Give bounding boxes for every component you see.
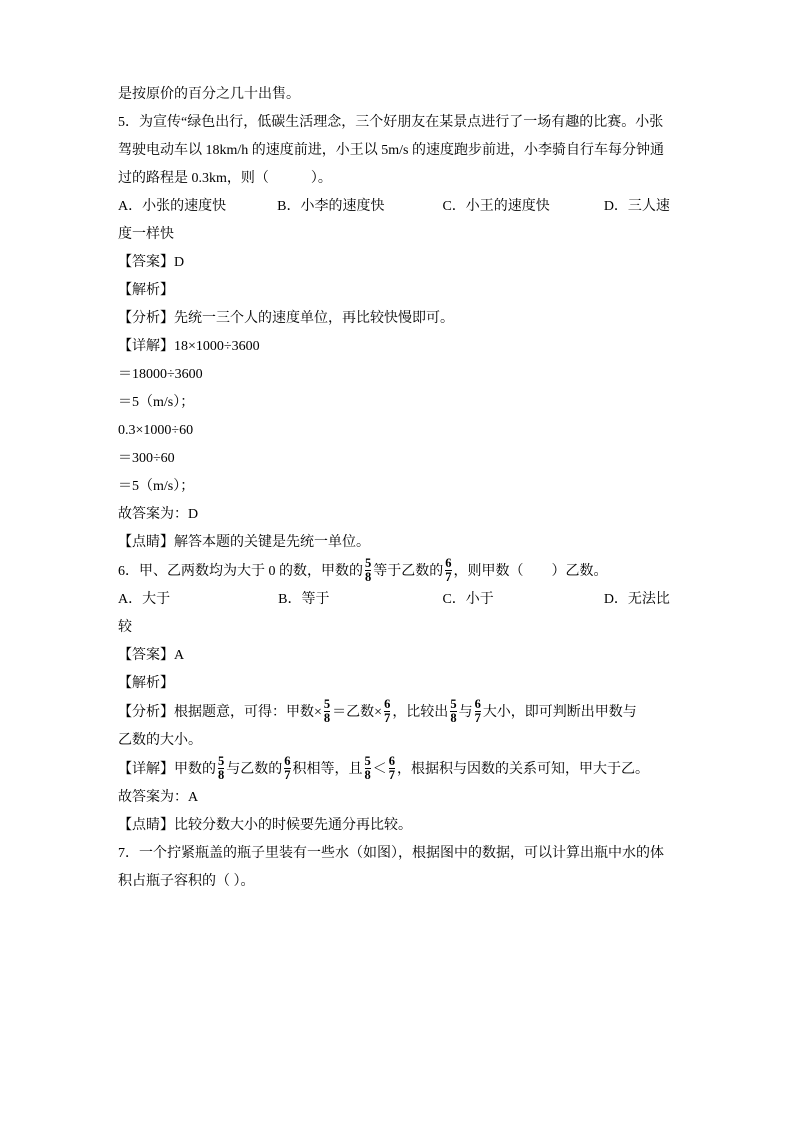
fraction xyxy=(363,557,373,584)
q6-analysis-line-1: 【分析】根据题意，可得：甲数× $\frac{5}{8}$ ＝乙数× $\frac{6}{7}$ ，比较出 $\frac{5}{8}$ 与 $\frac{6}{7}$ 大小，即可判断出甲数与 xyxy=(118,697,637,726)
fraction xyxy=(216,755,226,782)
fraction xyxy=(322,698,332,725)
q7-stem-line-2: 积占瓶子容积的（ ）。 xyxy=(118,874,255,890)
q5-conclusion-line: 故答案为：D xyxy=(118,507,199,522)
q6-note-line: 【点睛】比较分数大小的时候要先通分再比较。 xyxy=(118,818,412,834)
q5-analysis-line: 【分析】先统一三个人的速度单位，再比较快慢即可。 xyxy=(118,311,454,326)
fraction-denominator: 8 xyxy=(364,768,371,783)
fraction-numerator: 5 xyxy=(450,697,457,712)
q5-stem-line-1: 5．为宣传“绿色出行，低碳生活理念，三个好朋友在某景点进行了一场有趣的比赛。小张 xyxy=(118,115,664,130)
q6-option-b: B．等于 xyxy=(278,592,330,608)
fraction xyxy=(387,755,397,782)
q5-options xyxy=(118,193,678,249)
document-content xyxy=(118,81,678,896)
q5-option-a: A．小张的速度快 xyxy=(118,199,227,214)
fraction-denominator: 8 xyxy=(450,711,457,726)
q6-options xyxy=(118,586,678,642)
fraction-denominator: 7 xyxy=(474,711,481,726)
fraction xyxy=(473,698,483,725)
q5-option-b: B．小李的速度快 xyxy=(277,199,385,214)
fraction xyxy=(363,755,373,782)
q5-step-line-2: ＝18000÷3600 xyxy=(118,367,203,382)
fraction-denominator: 8 xyxy=(365,570,372,585)
fraction-denominator: 7 xyxy=(445,570,452,585)
fraction-numerator: 6 xyxy=(384,697,391,712)
fraction-numerator: 6 xyxy=(388,754,395,769)
q5-note-line: 【点睛】解答本题的关键是先统一单位。 xyxy=(118,535,370,550)
fraction xyxy=(448,698,458,725)
q5-stem-line-2: 驾驶电动车以 18km/h 的速度前进，小王以 5m/s 的速度跑步前进，小李骑自行车每分钟通 xyxy=(118,143,665,158)
fraction-numerator: 5 xyxy=(365,556,372,570)
fraction-denominator: 8 xyxy=(323,711,331,726)
intro-line: 是按原价的百分之几十出售。 xyxy=(118,87,300,102)
fraction-denominator: 7 xyxy=(284,768,291,783)
q7-stem-line-1: 7．一个拧紧瓶盖的瓶子里装有一些水（如图），根据图中的数据，可以计算出瓶中水的体 xyxy=(118,846,664,862)
q6-option-a: A．大于 xyxy=(118,592,171,608)
fraction-denominator: 7 xyxy=(388,768,395,783)
q6-analysis-header: 【解析】 xyxy=(118,676,174,692)
fraction-numerator: 5 xyxy=(364,754,371,769)
q5-step-line-5: ＝300÷60 xyxy=(118,451,175,466)
q5-analysis-header: 【解析】 xyxy=(118,283,174,298)
q5-step-line-1: 【详解】18×1000÷3600 xyxy=(118,339,260,354)
fraction-numerator: 5 xyxy=(218,754,225,769)
q6-analysis-line-2: 乙数的大小。 xyxy=(118,733,202,749)
fraction-numerator: 6 xyxy=(474,697,481,712)
q5-stem-line-3: 过的路程是 0.3km，则（ ）。 xyxy=(118,171,332,186)
q6-stem-line: 6．甲、乙两数均为大于 0 的数，甲数的 $\frac{5}{8}$ 等于乙数的 $\frac{6}{7}$ ，则甲数（ ）乙数。 xyxy=(118,556,608,585)
fraction-numerator: 5 xyxy=(323,697,331,712)
fraction-denominator: 8 xyxy=(218,768,225,783)
q5-step-line-6: ＝5（m/s）； xyxy=(118,479,195,494)
q6-answer-line: 【答案】A xyxy=(118,648,185,664)
q5-step-line-3: ＝5（m/s）； xyxy=(118,395,195,410)
fraction xyxy=(382,698,392,725)
fraction-denominator: 7 xyxy=(384,711,391,726)
q5-option-d: D．三人速度一样快 xyxy=(118,199,670,242)
q6-detail-line: 【详解】甲数的 $\frac{5}{8}$ 与乙数的 $\frac{6}{7}$ 积相等，且 $\frac{5}{8}$ ＜ $\frac{6}{7}$ ，根据积与因数的关系可知，甲大于乙。 xyxy=(118,754,649,783)
q5-answer-line: 【答案】D xyxy=(118,255,185,270)
fraction xyxy=(282,755,292,782)
q6-option-c: C．小于 xyxy=(442,592,494,608)
fraction xyxy=(443,557,453,584)
q5-option-c: C．小王的速度快 xyxy=(442,199,550,214)
q6-conclusion-line: 故答案为：A xyxy=(118,790,199,806)
q6-option-d: D．无法比较 xyxy=(118,592,670,636)
fraction-numerator: 6 xyxy=(445,556,452,570)
q5-step-line-4: 0.3×1000÷60 xyxy=(118,423,194,438)
fraction-numerator: 6 xyxy=(284,754,291,769)
